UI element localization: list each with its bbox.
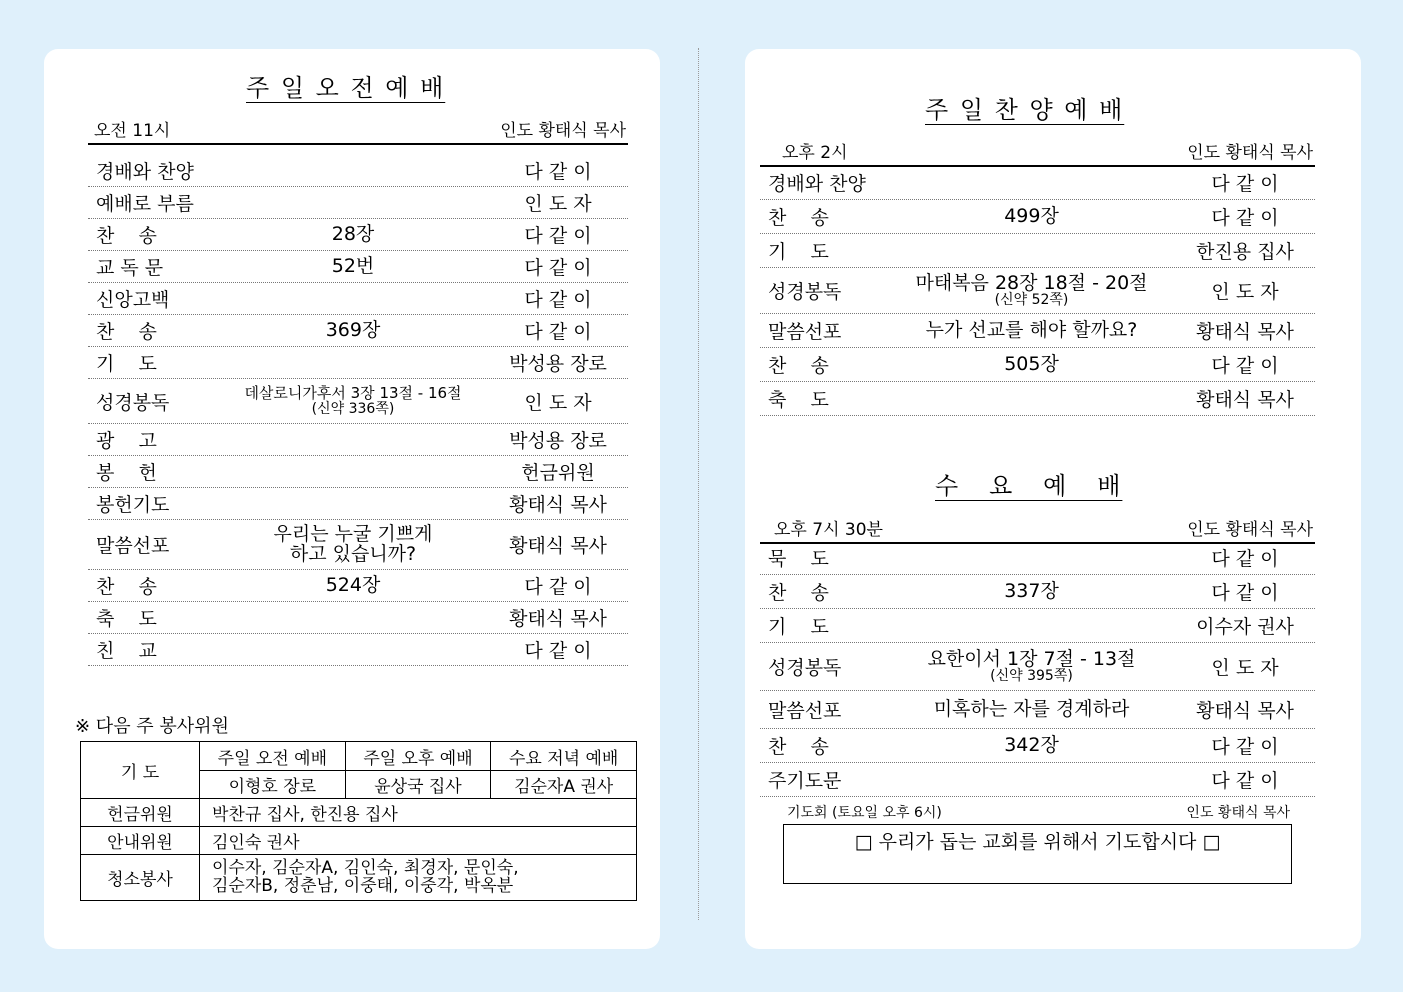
order-row bbox=[88, 570, 628, 602]
prayer-meeting-info bbox=[787, 802, 1290, 822]
order-item-detail-main: 52번 bbox=[331, 254, 375, 277]
order-row bbox=[88, 456, 628, 488]
servants-col-wednesday: 수요 저녁 예배 bbox=[491, 742, 637, 771]
order-item-detail-main: 524장 bbox=[325, 573, 381, 596]
order-item-person: 헌금위원 bbox=[521, 462, 595, 484]
order-item-detail bbox=[888, 352, 1175, 375]
order-item-detail-main: 미혹하는 자를 경계하라 bbox=[933, 697, 1130, 720]
order-item-detail bbox=[218, 318, 488, 341]
morning-time: 오전 11시 bbox=[94, 121, 171, 141]
order-item-detail-main: 337장 bbox=[1004, 579, 1059, 602]
order-row bbox=[760, 575, 1315, 609]
order-item-name: 찬 송 bbox=[96, 576, 157, 598]
order-item-detail-sub: 하고 있습니까? bbox=[289, 542, 417, 565]
order-item-name: 경배와 찬양 bbox=[96, 160, 194, 183]
order-item-person: 다 같 이 bbox=[524, 160, 592, 183]
order-row bbox=[88, 315, 628, 347]
order-row bbox=[760, 609, 1315, 643]
order-item-name: 말씀선포 bbox=[96, 535, 170, 557]
order-item-name: 주기도문 bbox=[768, 770, 842, 792]
order-item-detail bbox=[888, 733, 1175, 756]
order-item-person: 다 같 이 bbox=[1211, 548, 1279, 570]
morning-service-info bbox=[88, 116, 628, 145]
order-item-name: 찬 송 bbox=[96, 321, 157, 343]
order-item-detail bbox=[218, 525, 488, 564]
order-item-detail-main: 데살로니가후서 3장 13절 - 16절 bbox=[244, 384, 462, 403]
order-item-person: 황태식 목사 bbox=[509, 608, 607, 630]
afternoon-service-info bbox=[760, 138, 1315, 167]
order-item-name: 봉헌기도 bbox=[96, 494, 170, 516]
order-item-person: 인 도 자 bbox=[524, 193, 592, 215]
order-row bbox=[88, 347, 628, 379]
order-item-person: 다 같 이 bbox=[524, 640, 592, 662]
order-row bbox=[88, 520, 628, 570]
order-item-person: 다 같 이 bbox=[524, 321, 592, 343]
order-item-detail bbox=[888, 579, 1175, 602]
order-item-person: 다 같 이 bbox=[1211, 582, 1279, 604]
order-row bbox=[88, 187, 628, 219]
afternoon-time: 오후 2시 bbox=[782, 143, 848, 163]
servants-usher-label: 안내위원 bbox=[81, 827, 200, 855]
order-row bbox=[88, 379, 628, 424]
order-item-person: 박성용 장로 bbox=[509, 430, 607, 452]
order-item-person: 다 같 이 bbox=[524, 257, 592, 279]
order-item-detail bbox=[888, 204, 1175, 227]
order-item-name: 말씀선포 bbox=[768, 700, 842, 722]
order-row bbox=[760, 268, 1315, 314]
order-item-name: 기 도 bbox=[768, 616, 829, 638]
servants-cleaning-label: 청소봉사 bbox=[81, 855, 200, 901]
morning-leader: 인도 황태식 목사 bbox=[500, 121, 626, 141]
order-item-name: 축 도 bbox=[768, 389, 829, 411]
order-item-name: 축 도 bbox=[96, 608, 157, 630]
order-item-person: 박성용 장로 bbox=[509, 353, 607, 375]
servants-prayer-label: 기 도 bbox=[81, 742, 200, 799]
order-item-detail bbox=[888, 647, 1175, 685]
order-item-name: 말씀선포 bbox=[768, 321, 842, 343]
wednesday-service-info bbox=[760, 515, 1315, 544]
order-item-name: 묵 도 bbox=[768, 548, 829, 570]
servants-table bbox=[80, 741, 637, 901]
order-item-detail-main: 505장 bbox=[1004, 352, 1059, 375]
order-item-detail bbox=[888, 697, 1175, 720]
order-item-person: 다 같 이 bbox=[524, 576, 592, 598]
order-item-detail-main: 499장 bbox=[1004, 204, 1059, 227]
order-item-name: 찬 송 bbox=[768, 582, 829, 604]
order-item-name: 기 도 bbox=[768, 241, 829, 263]
order-item-person: 다 같 이 bbox=[1211, 173, 1279, 195]
order-row bbox=[760, 314, 1315, 348]
order-item-person: 인 도 자 bbox=[1211, 657, 1279, 679]
order-item-person: 다 같 이 bbox=[524, 289, 592, 311]
servants-cleaning bbox=[200, 855, 637, 901]
order-item-person: 다 같 이 bbox=[1211, 207, 1279, 229]
wednesday-time: 오후 7시 30분 bbox=[774, 520, 883, 540]
wednesday-service-title: 수 요 예 배 bbox=[935, 472, 1123, 500]
order-row bbox=[88, 154, 628, 187]
order-item-name: 경배와 찬양 bbox=[768, 173, 866, 195]
servants-cleaning-line1: 이수자, 김순자A, 김인숙, 최경자, 문인숙, bbox=[212, 857, 519, 878]
order-item-detail bbox=[218, 222, 488, 245]
order-row bbox=[88, 602, 628, 634]
order-item-person: 다 같 이 bbox=[1211, 355, 1279, 377]
order-row bbox=[88, 488, 628, 520]
order-row bbox=[760, 234, 1315, 268]
servants-usher: 김인숙 권사 bbox=[200, 827, 637, 855]
order-item-name: 예배로 부름 bbox=[96, 193, 194, 215]
prayer-request-box: □ 우리가 돕는 교회를 위해서 기도합시다 □ bbox=[783, 824, 1292, 884]
order-item-person: 황태식 목사 bbox=[1196, 389, 1294, 411]
order-item-person: 황태식 목사 bbox=[1196, 700, 1294, 722]
order-item-name: 찬 송 bbox=[768, 207, 829, 229]
order-item-detail bbox=[218, 573, 488, 596]
order-item-name: 봉 헌 bbox=[96, 462, 157, 484]
order-row bbox=[760, 348, 1315, 382]
servants-prayer-sunday-am: 이형호 장로 bbox=[200, 771, 346, 799]
servants-col-sunday-pm: 주일 오후 예배 bbox=[345, 742, 491, 771]
order-row bbox=[760, 643, 1315, 691]
order-item-name: 신앙고백 bbox=[96, 289, 170, 311]
order-row bbox=[88, 219, 628, 251]
order-row bbox=[760, 166, 1315, 200]
order-item-detail-sub: (신약 395쪽) bbox=[990, 668, 1073, 685]
order-item-person: 황태식 목사 bbox=[509, 494, 607, 516]
order-item-name: 성경봉독 bbox=[96, 391, 170, 414]
servants-offering: 박찬규 집사, 한진용 집사 bbox=[200, 799, 637, 827]
servants-prayer-wednesday: 김순자A 권사 bbox=[491, 771, 637, 799]
order-item-person: 다 같 이 bbox=[524, 225, 592, 247]
order-item-person: 황태식 목사 bbox=[1196, 321, 1294, 343]
servants-col-sunday-am: 주일 오전 예배 bbox=[200, 742, 346, 771]
order-item-detail-main: 요한이서 1장 7절 - 13절 bbox=[927, 647, 1136, 670]
order-row bbox=[88, 634, 628, 666]
order-item-name: 찬 송 bbox=[768, 736, 829, 758]
order-item-name: 성경봉독 bbox=[768, 281, 842, 303]
servants-prayer-sunday-pm: 윤상국 집사 bbox=[345, 771, 491, 799]
order-item-name: 찬 송 bbox=[768, 355, 829, 377]
order-item-detail-main: 우리는 누굴 기쁘게 bbox=[273, 523, 433, 546]
order-item-person: 다 같 이 bbox=[1211, 770, 1279, 792]
order-item-name: 광 고 bbox=[96, 430, 157, 452]
morning-service-title: 주 일 오 전 예 배 bbox=[246, 74, 446, 102]
order-item-person: 황태식 목사 bbox=[509, 535, 607, 557]
prayer-meeting-time: 기도회 (토요일 오후 6시) bbox=[787, 805, 942, 821]
order-item-detail bbox=[888, 271, 1175, 309]
order-item-person: 한진용 집사 bbox=[1196, 241, 1294, 263]
wednesday-leader: 인도 황태식 목사 bbox=[1187, 520, 1313, 540]
order-item-detail-sub: (신약 336쪽) bbox=[311, 400, 395, 417]
order-item-detail bbox=[888, 318, 1175, 341]
order-row bbox=[88, 283, 628, 315]
order-row bbox=[88, 424, 628, 456]
page-fold-divider bbox=[698, 48, 699, 920]
order-row bbox=[760, 382, 1315, 416]
servants-offering-label: 헌금위원 bbox=[81, 799, 200, 827]
order-item-detail bbox=[218, 254, 488, 277]
next-week-servants-heading: ※ 다음 주 봉사위원 bbox=[75, 716, 229, 737]
order-item-person: 인 도 자 bbox=[1211, 281, 1279, 303]
order-item-detail-main: 342장 bbox=[1004, 733, 1059, 756]
order-row bbox=[760, 200, 1315, 234]
order-item-detail-main: 369장 bbox=[325, 318, 381, 341]
prayer-meeting-leader: 인도 황태식 목사 bbox=[1186, 805, 1290, 821]
order-item-name: 친 교 bbox=[96, 640, 157, 662]
order-item-detail-main: 28장 bbox=[331, 222, 375, 245]
order-item-name: 교 독 문 bbox=[96, 257, 164, 279]
order-row bbox=[88, 251, 628, 283]
order-item-detail-main: 누가 선교를 해야 할까요? bbox=[925, 318, 1138, 341]
order-item-person: 이수자 권사 bbox=[1196, 616, 1294, 638]
order-item-detail-sub: (신약 52쪽) bbox=[994, 292, 1069, 309]
order-item-detail bbox=[218, 386, 488, 416]
order-item-name: 기 도 bbox=[96, 353, 157, 375]
order-item-person: 다 같 이 bbox=[1211, 736, 1279, 758]
order-item-person: 인 도 자 bbox=[524, 391, 592, 414]
order-row bbox=[760, 541, 1315, 575]
order-item-name: 성경봉독 bbox=[768, 657, 842, 679]
order-item-name: 찬 송 bbox=[96, 225, 157, 247]
servants-cleaning-line2: 김순자B, 정춘남, 이중태, 이중각, 박옥분 bbox=[212, 875, 514, 896]
afternoon-service-title: 주 일 찬 양 예 배 bbox=[925, 96, 1125, 124]
order-row bbox=[760, 691, 1315, 729]
order-row bbox=[760, 729, 1315, 763]
order-row bbox=[760, 763, 1315, 797]
order-item-detail-main: 마태복음 28장 18절 - 20절 bbox=[915, 271, 1148, 294]
afternoon-leader: 인도 황태식 목사 bbox=[1187, 143, 1313, 163]
